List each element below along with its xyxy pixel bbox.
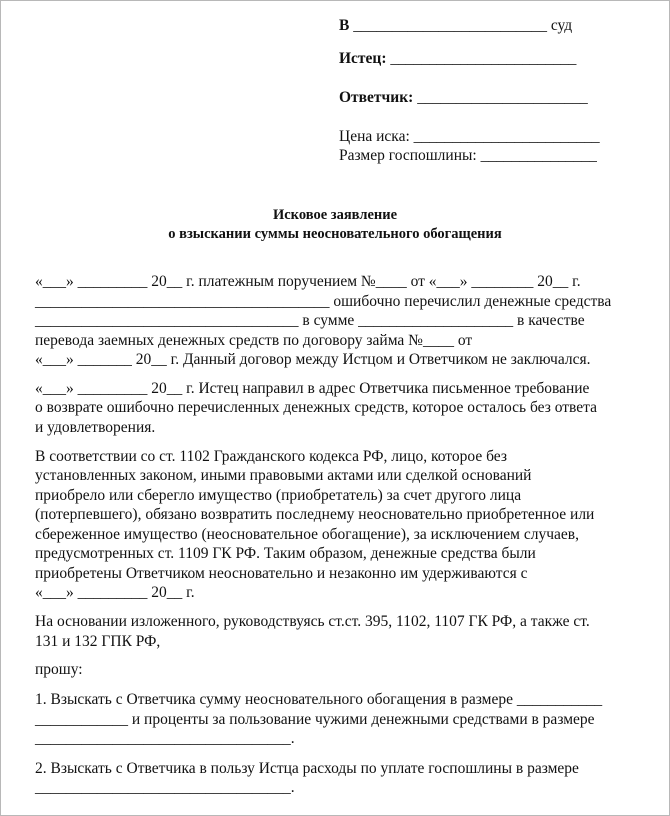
paragraph-2-line-1: «___» _________ 20__ г. Истец направил в адрес Ответчика письменное требование bbox=[35, 380, 590, 397]
paragraph-4-line-2: 131 и 132 ГПК РФ, bbox=[35, 633, 161, 650]
request-item-2-line-1: 2. Взыскать с Ответчика в пользу Истца расходы по уплате госпошлины в размере bbox=[35, 760, 579, 777]
plaintiff-blank: ________________________ bbox=[386, 50, 577, 67]
court-line bbox=[339, 17, 572, 35]
paragraph-1-line-1: «___» _________ 20__ г. платежным поручением №____ от «___» ________ 20__ г. bbox=[35, 273, 581, 290]
document-subtitle: о взыскании суммы неосновательного обогащения bbox=[168, 226, 502, 242]
paragraph-3-line-2: установленных законом, иными правовыми актами или сделкой оснований bbox=[35, 467, 532, 484]
paragraph-1-line-2: ______________________________________ ошибочно перечислил денежные средства bbox=[35, 293, 612, 310]
paragraph-2-line-2: о возврате ошибочно перечисленных денежных средств, которое осталось без ответа bbox=[35, 399, 598, 416]
paragraph-1-line-3: __________________________________ в сумме ____________________ в качестве bbox=[35, 312, 585, 329]
request-heading: прошу: bbox=[35, 661, 83, 678]
paragraph-3-line-4: (потерпевшего), обязано возвратить последнему неосновательно приобретенное или bbox=[35, 506, 595, 523]
paragraph-3-line-7: приобретены Ответчиком неосновательно и незаконно им удерживаются с bbox=[35, 565, 528, 582]
defendant-line bbox=[339, 89, 588, 107]
request-item-1-line-1: 1. Взыскать с Ответчика сумму неосновательного обогащения в размере ___________ bbox=[35, 691, 603, 708]
state-fee: Размер госпошлины: _______________ bbox=[339, 147, 597, 164]
court-prefix: В bbox=[339, 17, 350, 34]
paragraph-4-line-1: На основании изложенного, руководствуясь ст.ст. 395, 1102, 1107 ГК РФ, а также ст. bbox=[35, 613, 590, 630]
request-item-2-line-2: _________________________________. bbox=[35, 779, 295, 796]
request-item-1-line-3: _________________________________. bbox=[35, 730, 295, 747]
paragraph-3-line-1: В соответствии со ст. 1102 Гражданского кодекса РФ, лицо, которое без bbox=[35, 448, 507, 465]
defendant-blank: ______________________ bbox=[413, 89, 588, 106]
paragraph-2-line-3: и удовлетворения. bbox=[35, 419, 156, 436]
paragraph-1-line-5: «___» _______ 20__ г. Данный договор между Истцом и Ответчиком не заключался. bbox=[35, 351, 591, 368]
plaintiff-label: Истец: bbox=[339, 50, 387, 67]
paragraph-3-line-3: приобрело или сберегло имущество (приобретатель) за счет другого лица bbox=[35, 487, 522, 504]
claim-price: Цена иска: ________________________ bbox=[339, 128, 600, 145]
defendant-label: Ответчик: bbox=[339, 89, 414, 106]
plaintiff-line bbox=[339, 50, 576, 68]
paragraph-3-line-5: сбереженное имущество (неосновательное обогащение), за исключением случаев, bbox=[35, 526, 579, 543]
paragraph-3-line-6: предусмотренных ст. 1109 ГК РФ. Таким образом, денежные средства были bbox=[35, 545, 536, 562]
request-item-1-line-2: ____________ и проценты за пользование чужими денежными средствами в размере bbox=[35, 711, 595, 728]
paragraph-1-line-4: перевода заемных денежных средств по договору займа №____ от bbox=[35, 332, 473, 349]
paragraph-3-line-8: «___» _________ 20__ г. bbox=[35, 584, 195, 601]
court-blank: _________________________ суд bbox=[349, 17, 573, 34]
document-title: Исковое заявление bbox=[272, 207, 398, 223]
